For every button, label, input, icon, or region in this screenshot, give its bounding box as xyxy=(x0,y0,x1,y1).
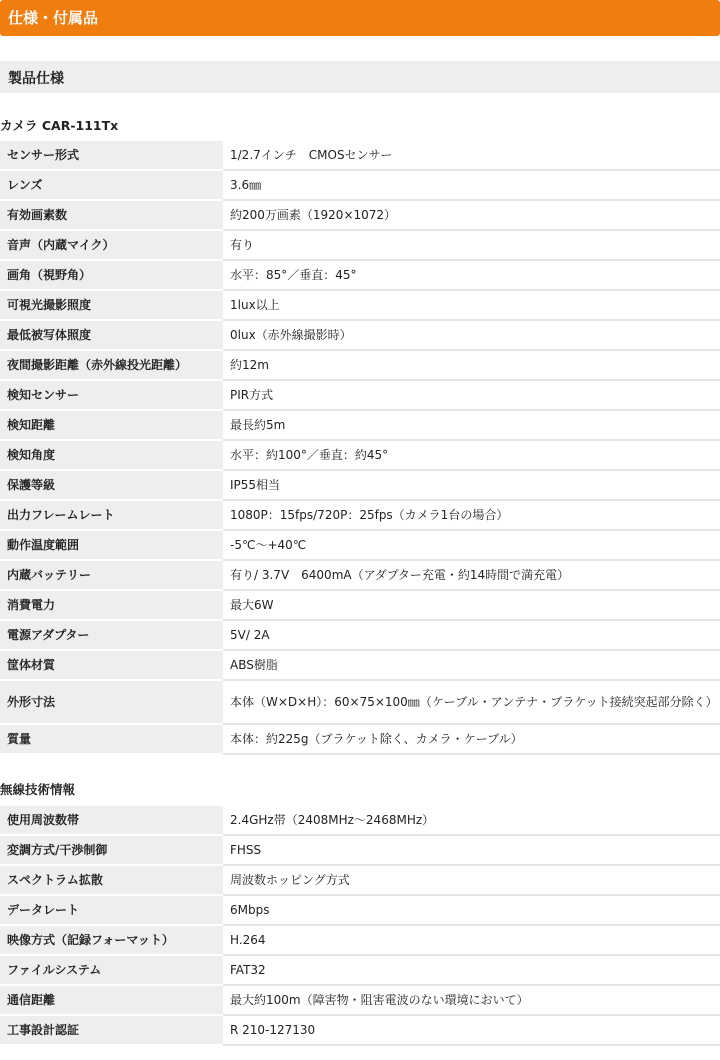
spec-value: 本体（W×D×H）：60×75×100㎜（ケーブル・アンテナ・ブラケット接続突起部分除く） xyxy=(223,680,720,724)
table-row xyxy=(0,955,720,985)
table-row xyxy=(0,620,720,650)
wireless-group-title: 無線技術情報 xyxy=(0,782,76,797)
spec-label: 検知角度 xyxy=(0,440,223,470)
spec-value: 3.6㎜ xyxy=(223,170,720,200)
table-row xyxy=(0,925,720,955)
camera-spec-table xyxy=(0,141,720,755)
spec-label: 出力フレームレート xyxy=(0,500,223,530)
table-row xyxy=(0,835,720,865)
wireless-spec-table xyxy=(0,806,720,1046)
spec-label: 保護等級 xyxy=(0,470,223,500)
spec-value: PIR方式 xyxy=(223,380,720,410)
table-row xyxy=(0,806,720,835)
spec-value: 2.4GHz帯（2408MHz～2468MHz） xyxy=(223,806,720,835)
spec-label: 検知距離 xyxy=(0,410,223,440)
spec-value: -5℃～+40℃ xyxy=(223,530,720,560)
spec-value: 約200万画素（1920×1072） xyxy=(223,200,720,230)
spec-value: IP55相当 xyxy=(223,470,720,500)
spec-label: レンズ xyxy=(0,170,223,200)
spec-label: 有効画素数 xyxy=(0,200,223,230)
table-row xyxy=(0,170,720,200)
spec-value: 6Mbps xyxy=(223,895,720,925)
spec-value: 水平：85°／垂直：45° xyxy=(223,260,720,290)
spec-value: 本体：約225g（ブラケット除く、カメラ・ケーブル） xyxy=(223,724,720,754)
table-row xyxy=(0,230,720,260)
spec-value: 有り/ 3.7V 6400mA（アダプター充電・約14時間で満充電） xyxy=(223,560,720,590)
spec-label: 夜間撮影距離（赤外線投光距離） xyxy=(0,350,223,380)
spec-label: 外形寸法 xyxy=(0,680,223,724)
table-row xyxy=(0,590,720,620)
spec-label: 筐体材質 xyxy=(0,650,223,680)
spec-value: FHSS xyxy=(223,835,720,865)
spec-label: データレート xyxy=(0,895,223,925)
table-row xyxy=(0,290,720,320)
spec-label: 検知センサー xyxy=(0,380,223,410)
page-header xyxy=(0,0,720,36)
spec-label: 通信距離 xyxy=(0,985,223,1015)
spec-label: 可視光撮影照度 xyxy=(0,290,223,320)
table-row xyxy=(0,680,720,724)
spec-label: スペクトラム拡散 xyxy=(0,865,223,895)
spec-label: 電源アダプター xyxy=(0,620,223,650)
table-row xyxy=(0,530,720,560)
spec-label: 使用周波数帯 xyxy=(0,806,223,835)
page-header-title: 仕様・付属品 xyxy=(8,9,99,27)
table-row xyxy=(0,470,720,500)
table-row xyxy=(0,650,720,680)
table-row xyxy=(0,440,720,470)
table-row xyxy=(0,1015,720,1045)
spec-label: 映像方式（記録フォーマット） xyxy=(0,925,223,955)
spec-value: 1080P：15fps/720P：25fps（カメラ1台の場合） xyxy=(223,500,720,530)
spec-label: 画角（視野角） xyxy=(0,260,223,290)
spec-value: H.264 xyxy=(223,925,720,955)
spec-value: 5V/ 2A xyxy=(223,620,720,650)
spec-value: 水平：約100°／垂直：約45° xyxy=(223,440,720,470)
spec-label: 消費電力 xyxy=(0,590,223,620)
spec-value: R 210-127130 xyxy=(223,1015,720,1045)
spec-value: ABS樹脂 xyxy=(223,650,720,680)
spec-value: 約12m xyxy=(223,350,720,380)
table-row xyxy=(0,320,720,350)
spec-label: ファイルシステム xyxy=(0,955,223,985)
spec-label: センサー形式 xyxy=(0,141,223,170)
table-row xyxy=(0,141,720,170)
camera-group-title: カメラ CAR-111Tx xyxy=(0,118,119,133)
spec-value: 1lux以上 xyxy=(223,290,720,320)
table-row xyxy=(0,724,720,754)
spec-label: 動作温度範囲 xyxy=(0,530,223,560)
spec-value: FAT32 xyxy=(223,955,720,985)
table-row xyxy=(0,260,720,290)
spec-value: 1/2.7インチ CMOSセンサー xyxy=(223,141,720,170)
spec-value: 周波数ホッピング方式 xyxy=(223,865,720,895)
table-row xyxy=(0,350,720,380)
spec-value: 最大約100m（障害物・阻害電波のない環境において） xyxy=(223,985,720,1015)
spec-label: 変調方式/干渉制御 xyxy=(0,835,223,865)
table-row xyxy=(0,200,720,230)
spec-value: 0lux（赤外線撮影時） xyxy=(223,320,720,350)
spec-label: 最低被写体照度 xyxy=(0,320,223,350)
section-title: 製品仕様 xyxy=(8,71,64,87)
table-row xyxy=(0,380,720,410)
table-row xyxy=(0,500,720,530)
spec-label: 工事設計認証 xyxy=(0,1015,223,1045)
section-header xyxy=(0,61,720,93)
spec-value: 有り xyxy=(223,230,720,260)
spec-label: 内蔵バッテリー xyxy=(0,560,223,590)
table-row xyxy=(0,895,720,925)
table-row xyxy=(0,410,720,440)
spec-label: 音声（内蔵マイク） xyxy=(0,230,223,260)
spec-value: 最大6W xyxy=(223,590,720,620)
table-row xyxy=(0,865,720,895)
spec-value: 最長約5m xyxy=(223,410,720,440)
table-row xyxy=(0,985,720,1015)
table-row xyxy=(0,560,720,590)
spec-label: 質量 xyxy=(0,724,223,754)
